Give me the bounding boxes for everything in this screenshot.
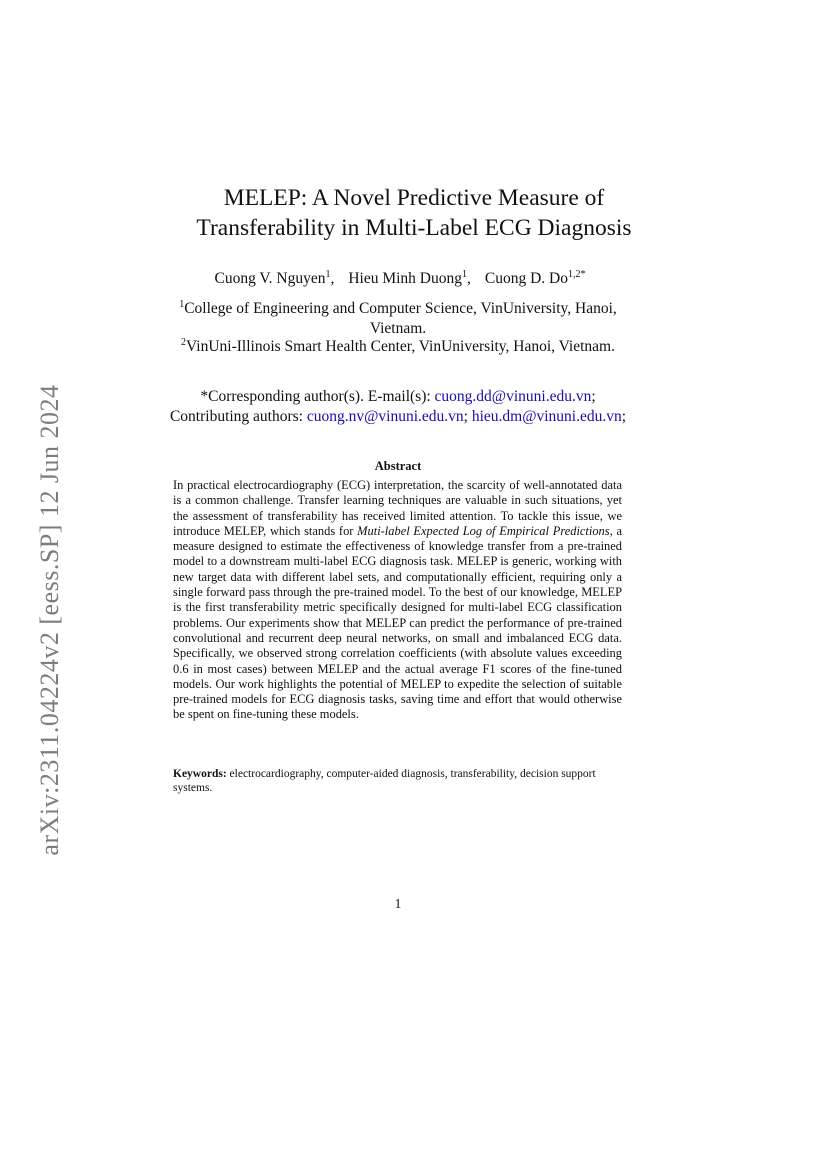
punctuation: ; <box>621 408 627 425</box>
keywords-text: electrocardiography, computer-aided diagnosis, transferability, decision support systems. <box>173 768 596 794</box>
abstract-text <box>173 478 622 723</box>
author-name: Hieu Minh Duong <box>348 270 462 287</box>
keywords <box>173 767 622 795</box>
affiliation-text: VinUni-Illinois Smart Health Center, VinUniversity, Hanoi, Vietnam. <box>186 338 615 355</box>
abstract-text-part-1: In practical electrocardiography (ECG) interpretation, the scarcity of well-annotated data is a common challenge. Transfer learning techniques are valuable in such situations, yet the assessment of transferability has received limited attention. To tackle this issue, we introduce MELEP, which stands for <box>173 478 622 538</box>
contributing-email-link-1[interactable]: cuong.nv@vinuni.edu.vn <box>306 408 464 425</box>
author-affiliation-mark: 1,2* <box>567 268 586 280</box>
abstract-emphasis: Muti-label Expected Log of Empirical Predictions <box>357 523 610 538</box>
corresponding-author-line <box>0 387 796 407</box>
author-name: Cuong D. Do <box>484 270 568 287</box>
author-name: Cuong V. Nguyen <box>214 270 326 287</box>
contributing-label: Contributing authors: <box>169 408 307 425</box>
abstract-heading: Abstract <box>374 459 422 473</box>
contributing-authors-line <box>0 407 796 427</box>
punctuation: ; <box>591 388 596 405</box>
affiliation-2 <box>140 337 656 357</box>
affiliation-1 <box>160 299 636 339</box>
title-line-2: Transferability in Multi-Label ECG Diagnosis <box>196 215 632 241</box>
author-separator: , <box>467 270 471 287</box>
affiliation-mark: 2 <box>181 336 187 348</box>
title-line-1: MELEP: A Novel Predictive Measure of <box>223 185 605 211</box>
affiliation-text: College of Engineering and Computer Science, VinUniversity, Hanoi, Vietnam. <box>184 300 617 337</box>
author-affiliation-mark: 1 <box>462 268 467 280</box>
keywords-label: Keywords: <box>173 768 227 780</box>
arxiv-identifier-stamp: arXiv:2311.04224v2 [eess.SP] 12 Jun 2024 <box>35 384 64 856</box>
page-number: 1 <box>394 896 402 911</box>
corresponding-label: *Corresponding author(s). E-mail(s): <box>200 388 435 405</box>
author-list <box>0 268 800 290</box>
corresponding-email-link[interactable]: cuong.dd@vinuni.edu.vn <box>434 388 592 405</box>
affiliation-mark: 1 <box>179 298 185 310</box>
author-separator: , <box>330 270 335 287</box>
author-affiliation-mark: 1 <box>325 268 331 280</box>
abstract-text-part-2: , a measure designed to estimate the effectiveness of knowledge transfer from a pre-trained model to a downstream multi-label ECG diagnosis task. MELEP is generic, working with new target data with different label sets, and computationally efficient, requiring only a single forward pass through the pre-trained model. To the best of our knowledge, MELEP is the first transferability metric specifically designed for multi-label ECG classification problems. Our experiments show that MELEP can predict the performance of pre-trained convolutional and recurrent deep neural networks, on small and imbalanced ECG data. Specifically, we observed strong correlation coefficients (with absolute values exceeding 0.6 in most cases) between MELEP and the actual average F1 scores of the fine-tuned models. Our work highlights the potential of MELEP to expedite the selection of suitable pre-trained models for ECG diagnosis tasks, saving time and effort that would otherwise be spent on fine-tuning these models. <box>173 523 622 722</box>
paper-title <box>0 183 828 243</box>
contributing-email-link-2[interactable]: hieu.dm@vinuni.edu.vn <box>471 408 622 425</box>
punctuation: ; <box>463 408 472 425</box>
contact-block <box>0 387 796 427</box>
